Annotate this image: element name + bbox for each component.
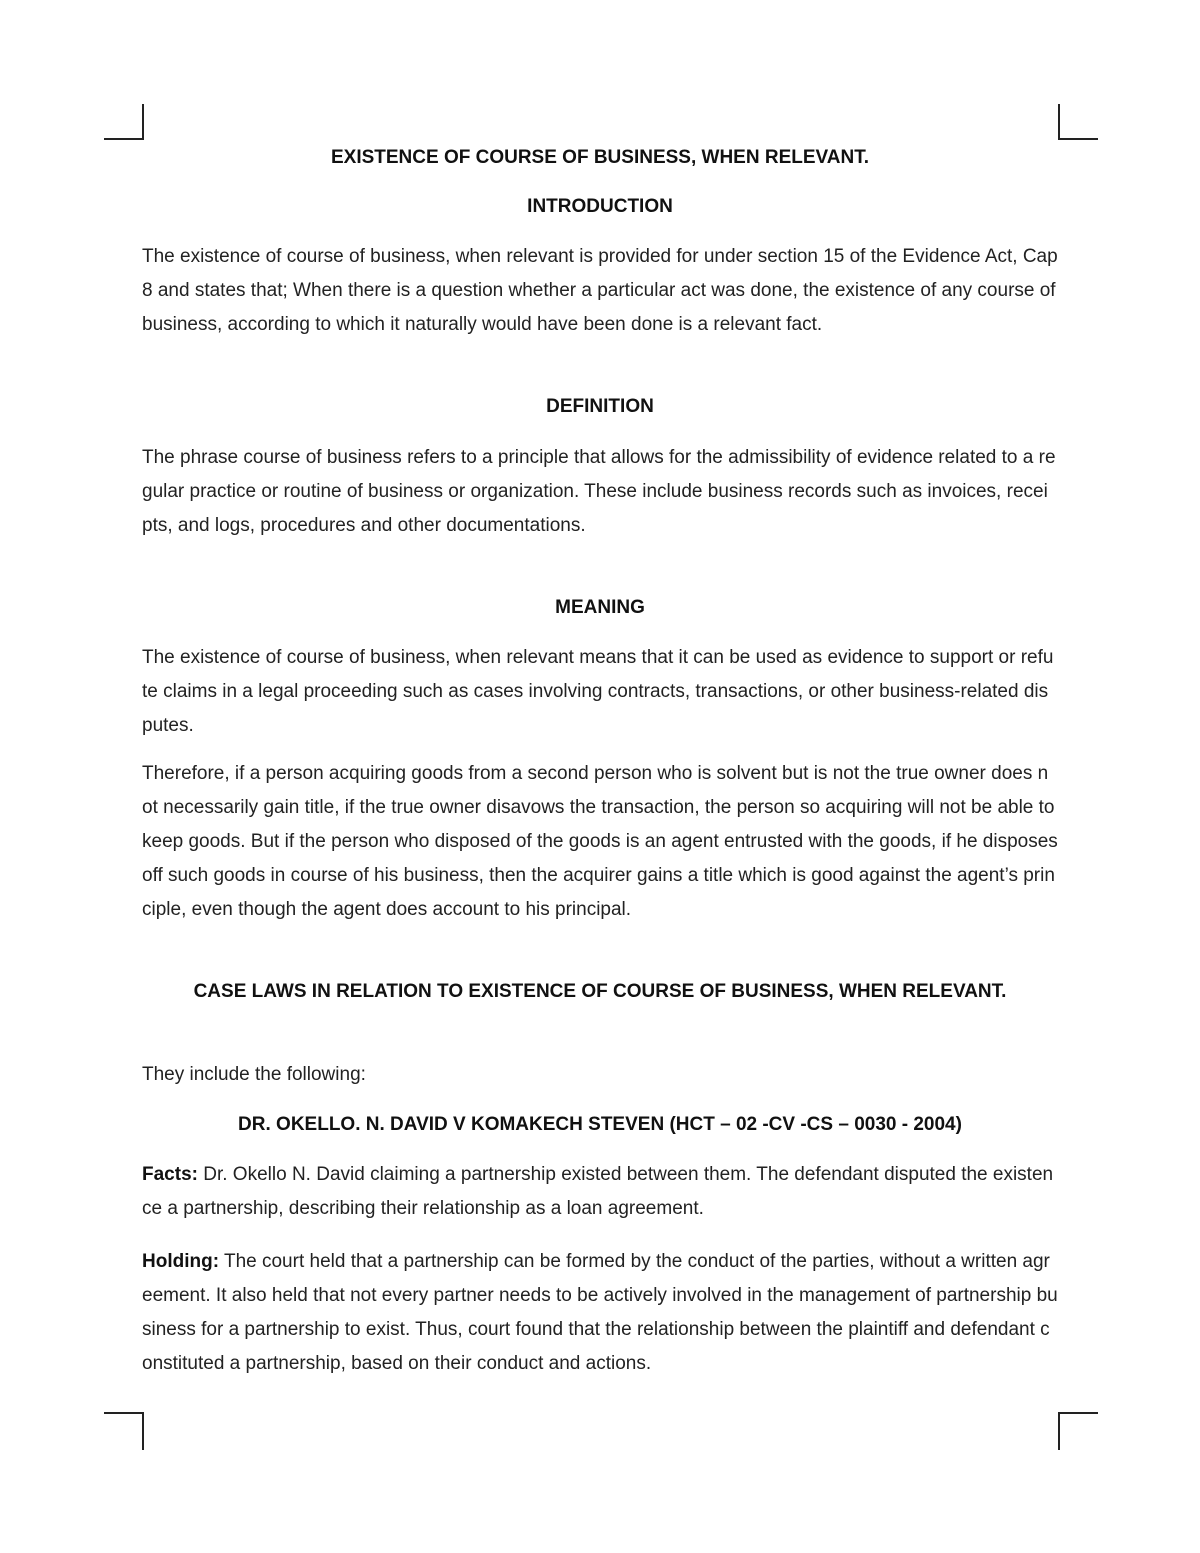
crop-mark-top-left: [104, 104, 144, 140]
crop-mark-top-right: [1058, 104, 1098, 140]
holding-label: Holding:: [142, 1251, 220, 1272]
meaning-heading: MEANING: [555, 597, 645, 618]
case-title: DR. OKELLO. N. DAVID V KOMAKECH STEVEN (HCT – 02 -CV -CS – 0030 - 2004): [238, 1114, 962, 1135]
meaning-paragraph-2: Therefore, if a person acquiring goods from a second person who is solvent but is not the true owner does not necessarily gain title, if the true owner disavows the transaction, the person so acquiring will not be able to keep goods. But if the person who disposed of the goods is an agent entrusted with the goods, if he disposes off such goods in course of his business, then the acquirer gains a title which is good against the agent’s principle, even though the agent does account to his principal.: [142, 763, 1058, 920]
case-laws-heading: CASE LAWS IN RELATION TO EXISTENCE OF COURSE OF BUSINESS, WHEN RELEVANT.: [193, 981, 1007, 1002]
case-laws-intro: They include the following:: [142, 1064, 366, 1085]
document-title: EXISTENCE OF COURSE OF BUSINESS, WHEN RELEVANT.: [330, 147, 870, 168]
case-facts-paragraph: [142, 1158, 1058, 1226]
meaning-paragraph-1: The existence of course of business, when relevant means that it can be used as evidence to support or refute claims in a legal proceeding such as cases involving contracts, transactions, or other business-related disputes.: [142, 647, 1054, 736]
facts-text: Dr. Okello N. David claiming a partnership existed between them. The defendant disputed the existence a partnership, describing their relationship as a loan agreement.: [142, 1164, 1054, 1219]
definition-heading: DEFINITION: [546, 396, 654, 417]
introduction-heading: INTRODUCTION: [527, 196, 673, 217]
crop-mark-bottom-left: [104, 1412, 144, 1450]
holding-text: The court held that a partnership can be formed by the conduct of the parties, without a written agreement. It also held that not every partner needs to be actively involved in the management of partnership business for a partnership to exist. Thus, court found that the relationship between the plaintiff and defendant constituted a partnership, based on their conduct and actions.: [142, 1251, 1058, 1374]
crop-mark-bottom-right: [1058, 1412, 1098, 1450]
case-holding-paragraph: [142, 1245, 1058, 1381]
introduction-paragraph: The existence of course of business, when relevant is provided for under section 15 of the Evidence Act, Cap 8 and states that; When there is a question whether a particular act was done, the existence of any course of business, according to which it naturally would have been done is a relevant fact.: [142, 246, 1058, 335]
definition-paragraph: The phrase course of business refers to a principle that allows for the admissibility of evidence related to a regular practice or routine of business or organization. These include business records such as invoices, receipts, and logs, procedures and other documentations.: [142, 447, 1056, 536]
facts-label: Facts:: [142, 1164, 198, 1185]
